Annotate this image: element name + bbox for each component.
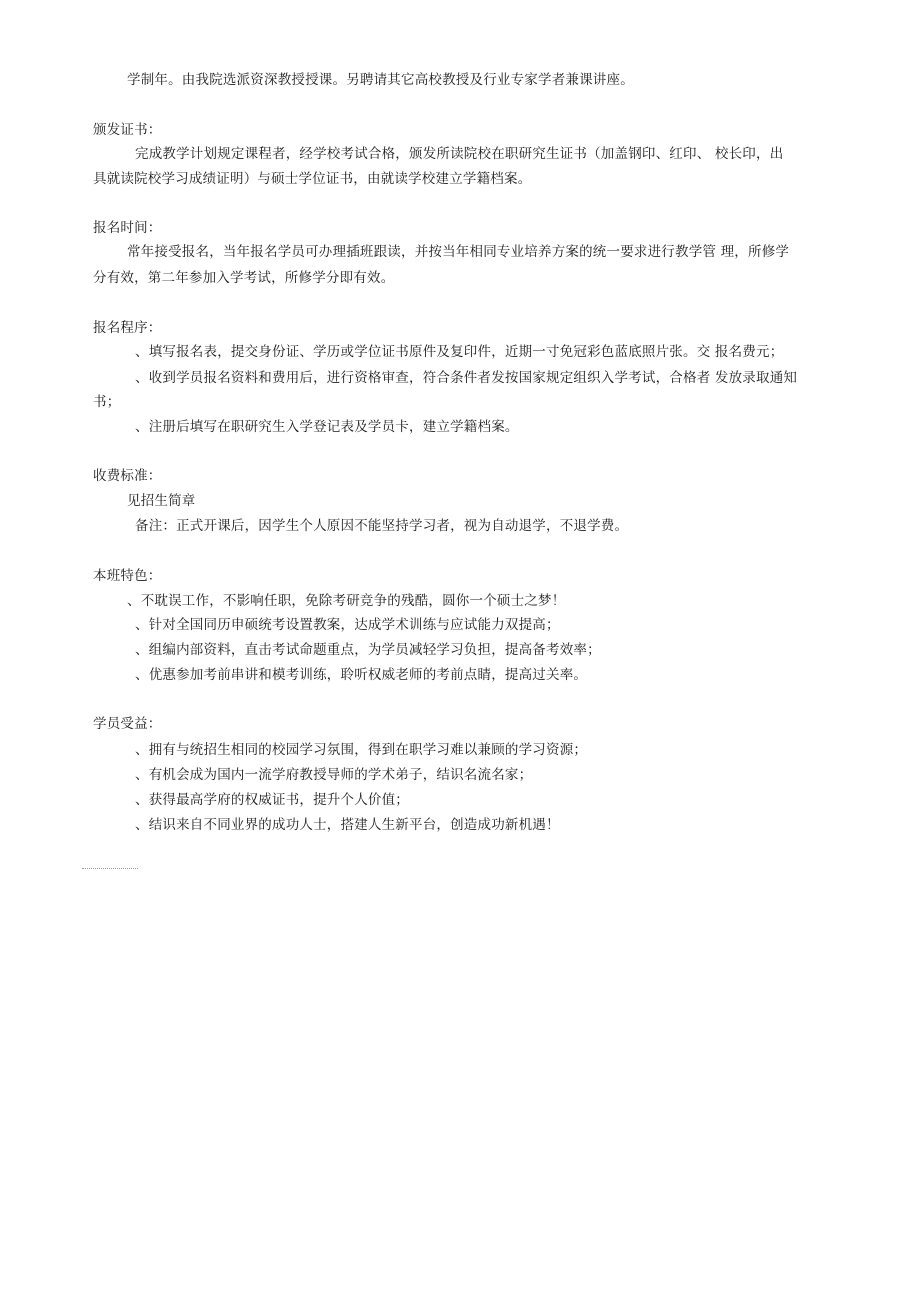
enroll-step-item-continued: 书；	[93, 394, 121, 410]
benefits-heading: 学员受益：	[93, 716, 162, 732]
benefit-item: 、有机会成为国内一流学府教授导师的学术弟子，结识名流名家；	[135, 767, 533, 783]
certificate-heading: 颁发证书：	[93, 122, 162, 138]
intro-text: 学制年。由我院选派资深教授授课。另聘请其它高校教授及行业专家学者兼课讲座。	[127, 72, 634, 88]
fees-heading: 收费标准：	[93, 468, 162, 484]
enroll-time-text-line: 分有效，第二年参加入学考试，所修学分即有效。	[93, 270, 395, 286]
benefit-item: 、获得最高学府的权威证书，提升个人价值；	[135, 792, 409, 808]
enroll-time-text-line: 常年接受报名，当年报名学员可办理插班跟读，并按当年相同专业培养方案的统一要求进行教学管 理，所修学	[127, 244, 790, 260]
enroll-step-item: 、收到学员报名资料和费用后，进行资格审查，符合条件者发按国家规定组织入学考试，合格者 发放录取通知	[135, 370, 798, 386]
feature-item: 、优惠参加考前串讲和模考训练，聆听权威老师的考前点睛，提高过关率。	[135, 667, 588, 683]
benefit-item: 、拥有与统招生相同的校园学习氛围，得到在职学习难以兼顾的学习资源；	[135, 742, 588, 758]
feature-item: 、组编内部资料，直击考试命题重点，为学员减轻学习负担，提高备考效率；	[135, 642, 601, 658]
enroll-step-item: 、填写报名表，提交身份证、学历或学位证书原件及复印件，近期一寸免冠彩色蓝底照片张。交 报名费元；	[135, 344, 784, 360]
certificate-text-line: 完成教学计划规定课程者，经学校考试合格，颁发所读院校在职研究生证书（加盖钢印、红印、 校长印，出	[135, 146, 784, 162]
enroll-step-item: 、注册后填写在职研究生入学登记表及学员卡，建立学籍档案。	[135, 419, 519, 435]
feature-item: 、针对全国同历申硕统考设置教案，达成学术训练与应试能力双提高；	[135, 617, 560, 633]
enroll-time-heading: 报名时间：	[93, 220, 162, 236]
footer-divider	[82, 868, 138, 869]
benefit-item: 、结识来自不同业界的成功人士，搭建人生新平台，创造成功新机遇！	[135, 817, 560, 833]
features-heading: 本班特色：	[93, 568, 162, 584]
enroll-steps-heading: 报名程序：	[93, 320, 162, 336]
fees-note: 备注：正式开课后，因学生个人原因不能坚持学习者，视为自动退学，不退学费。	[135, 518, 629, 534]
fees-text: 见招生简章	[127, 493, 196, 509]
feature-item: 、不耽误工作，不影响任职，免除考研竞争的残酷，圆你一个硕士之梦！	[127, 593, 566, 609]
certificate-text-line: 具就读院校学习成绩证明）与硕士学位证书，由就读学校建立学籍档案。	[93, 171, 532, 187]
